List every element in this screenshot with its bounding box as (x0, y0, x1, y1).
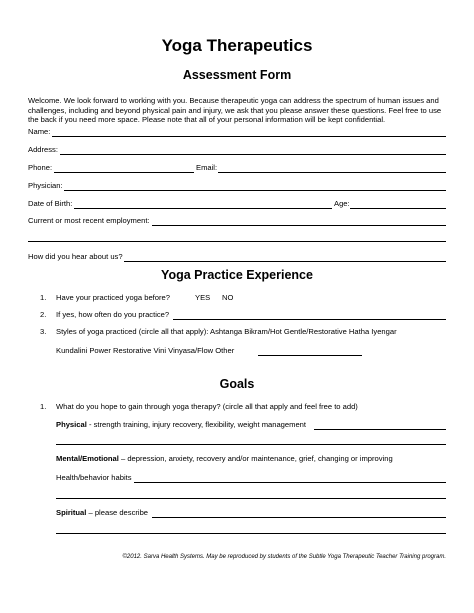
other-style-field[interactable] (258, 355, 362, 356)
spiritual-field-line-2[interactable] (56, 533, 446, 534)
physical-description: - strength training, injury recovery, flexibility, weight management (86, 420, 307, 429)
health-habits-text: Health/behavior habits (56, 473, 132, 482)
goals-q1-number: 1. (40, 402, 47, 411)
goals-heading: Goals (219, 377, 255, 391)
email-label: Email: (196, 163, 218, 172)
physician-label: Physician: (28, 181, 63, 190)
age-label: Age: (334, 199, 350, 208)
physical-field[interactable] (314, 429, 446, 430)
mental-goal[interactable] (56, 454, 393, 463)
phone-label: Phone: (28, 163, 53, 172)
employment-label: Current or most recent employment: (28, 216, 150, 225)
goals-q1-text: What do you hope to gain through yoga therapy? (circle all that apply and feel free to add) (56, 402, 358, 411)
employment-field-line-2[interactable] (28, 241, 446, 242)
intro-paragraph: Welcome. We look forward to working with you. Because therapeutic yoga can address the spectrum of human issues and challenges, including and beyond physical pain and injury, we ask that you please answer these questions. Feel free to use the back if you need more space. Please note that all of your personal information will be kept confidential. (28, 96, 442, 125)
employment-field[interactable] (152, 225, 446, 226)
practice-q2-text: If yes, how often do you practice? (56, 310, 170, 319)
address-field[interactable] (60, 154, 446, 155)
yes-option[interactable]: YES (195, 293, 211, 302)
mental-field-line-2[interactable] (56, 498, 446, 499)
practice-q1-text: Have your practiced yoga before? (56, 293, 170, 302)
practice-q1-number: 1. (40, 293, 47, 302)
spiritual-description: – please describe (86, 508, 149, 517)
practice-heading: Yoga Practice Experience (161, 268, 313, 282)
spiritual-label: Spiritual (56, 508, 87, 517)
page-title: Yoga Therapeutics (161, 36, 313, 55)
email-field[interactable] (218, 172, 446, 173)
practice-q3-text[interactable]: Styles of yoga practiced (circle all that apply): Ashtanga Bikram/Hot Gentle/Restorative Hatha Iyengar (56, 327, 397, 336)
dob-field[interactable] (74, 208, 332, 209)
physical-label: Physical (56, 420, 87, 429)
mental-field[interactable] (134, 482, 446, 483)
mental-label: Mental/Emotional (56, 454, 119, 463)
physical-field-line-2[interactable] (56, 444, 446, 445)
physician-field[interactable] (64, 190, 446, 191)
practice-q2-number: 2. (40, 310, 47, 319)
mental-description: – depression, anxiety, recovery and/or maintenance, grief, changing or improving (118, 454, 393, 463)
practice-q3-continued[interactable]: Kundalini Power Restorative Vini Vinyasa/Flow Other (56, 346, 235, 355)
spiritual-goal[interactable] (56, 508, 148, 517)
spiritual-field[interactable] (152, 517, 446, 518)
name-field[interactable] (52, 136, 446, 137)
no-option[interactable]: NO (222, 293, 234, 302)
assessment-heading: Assessment Form (182, 68, 292, 82)
physical-goal[interactable] (56, 420, 306, 429)
heard-field[interactable] (124, 261, 446, 262)
practice-q3-number: 3. (40, 327, 47, 336)
age-field[interactable] (350, 208, 446, 209)
phone-field[interactable] (54, 172, 194, 173)
name-label: Name: (28, 127, 51, 136)
heard-label: How did you hear about us? (28, 252, 123, 261)
copyright-footer: ©2012. Sarva Health Systems. May be reproduced by students of the Subtle Yoga Therapeutic Teacher Training program. (122, 554, 446, 560)
address-label: Address: (28, 145, 58, 154)
practice-frequency-field[interactable] (173, 319, 446, 320)
dob-label: Date of Birth: (28, 199, 73, 208)
